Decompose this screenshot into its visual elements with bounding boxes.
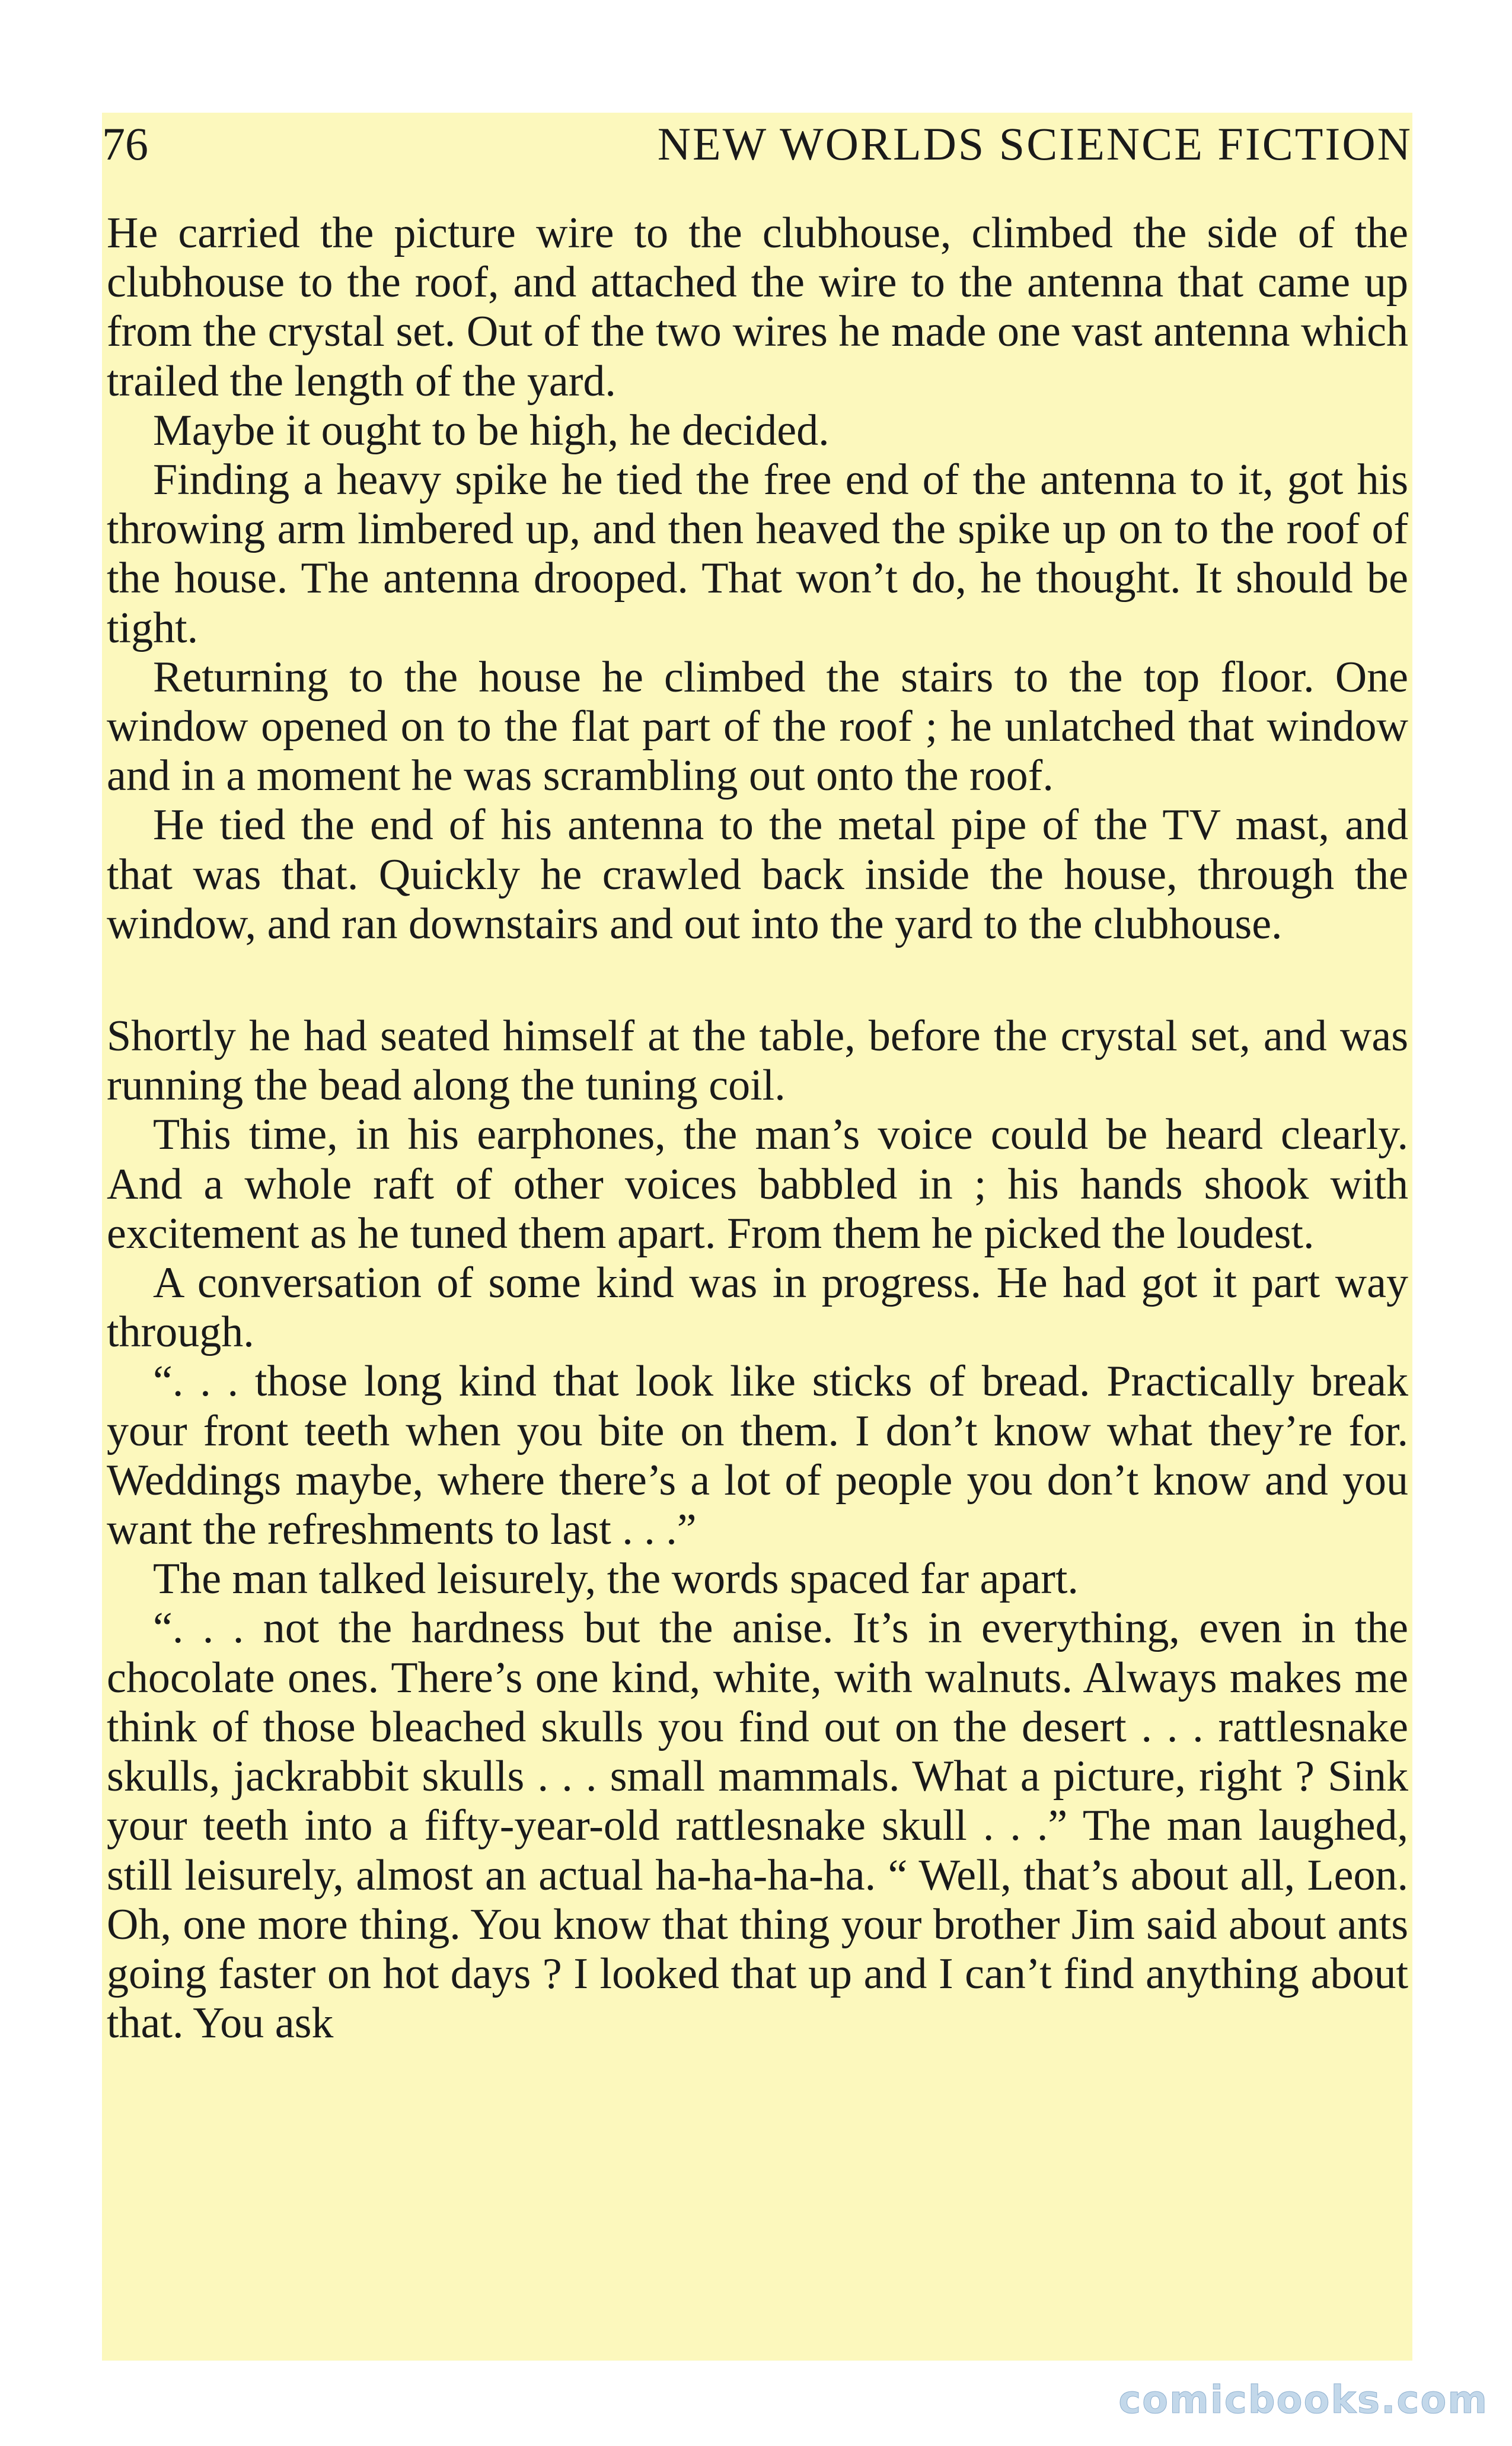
paragraph: This time, in his earphones, the man’s voice could be heard clearly. And a whole raft of other voices babbled in ; his hands shook with excitement as he tuned them apart. From them he picked the loudest.	[107, 1110, 1408, 1258]
paragraph: Maybe it ought to be high, he decided.	[153, 406, 830, 455]
running-head: NEW WORLDS SCIENCE FICTION	[657, 118, 1412, 170]
body-text	[107, 209, 1408, 2048]
section-break	[107, 949, 1408, 1012]
page-header	[102, 112, 1412, 177]
paragraph: He tied the end of his antenna to the metal pipe of the TV mast, and that was that. Quickly he crawled back inside the house, through the window, and ran downstairs and out into the yard to the clubhouse.	[107, 801, 1408, 948]
paragraph: Returning to the house he climbed the stairs to the top floor. One window opened on to the flat part of the roof ; he unlatched that window and in a moment he was scrambling out onto the roof.	[107, 652, 1408, 801]
watermark: comicbooks.com	[1118, 2378, 1488, 2422]
paragraph: He carried the picture wire to the clubhouse, climbed the side of the clubhouse to the roof, and attached the wire to the antenna that came up from the crystal set. Out of the two wires he made one vast antenna which trailed the length of the yard.	[107, 209, 1408, 406]
page-number: 76	[102, 118, 148, 170]
paragraph: Shortly he had seated himself at the table, before the crystal set, and was running the bead along the tuning coil.	[107, 1012, 1408, 1110]
paragraph: “. . . those long kind that look like sticks of bread. Practically break your front teeth when you bite on them. I don’t know what they’re for. Weddings maybe, where there’s a lot of people you don’t know and you want the refreshments to last . . .”	[107, 1357, 1408, 1555]
paragraph: “. . . not the hardness but the anise. It’s in everything, even in the chocolate ones. There’s one kind, white, with walnuts. Always makes me think of those bleached skulls you find out on the desert . . . rattlesnake skulls, jackrabbit skulls . . . small mammals. What a picture, right ? Sink your teeth into a fifty-year-old rattlesnake skull . . .” The man laughed, still leisurely, almost an actual ha-ha-ha-ha. “ Well, that’s about all, Leon. Oh, one more thing. You know that thing your brother Jim said about ants going faster on hot days ? I looked that up and I can’t find anything about that. You ask	[107, 1604, 1408, 2048]
paragraph: Finding a heavy spike he tied the free end of the antenna to it, got his throwing arm limbered up, and then heaved the spike up on to the roof of the house. The antenna drooped. That won’t do, he thought. It should be tight.	[107, 456, 1408, 652]
paragraph: The man talked leisurely, the words spaced far apart.	[153, 1555, 1079, 1604]
paragraph: A conversation of some kind was in progress. He had got it part way through.	[107, 1259, 1408, 1357]
